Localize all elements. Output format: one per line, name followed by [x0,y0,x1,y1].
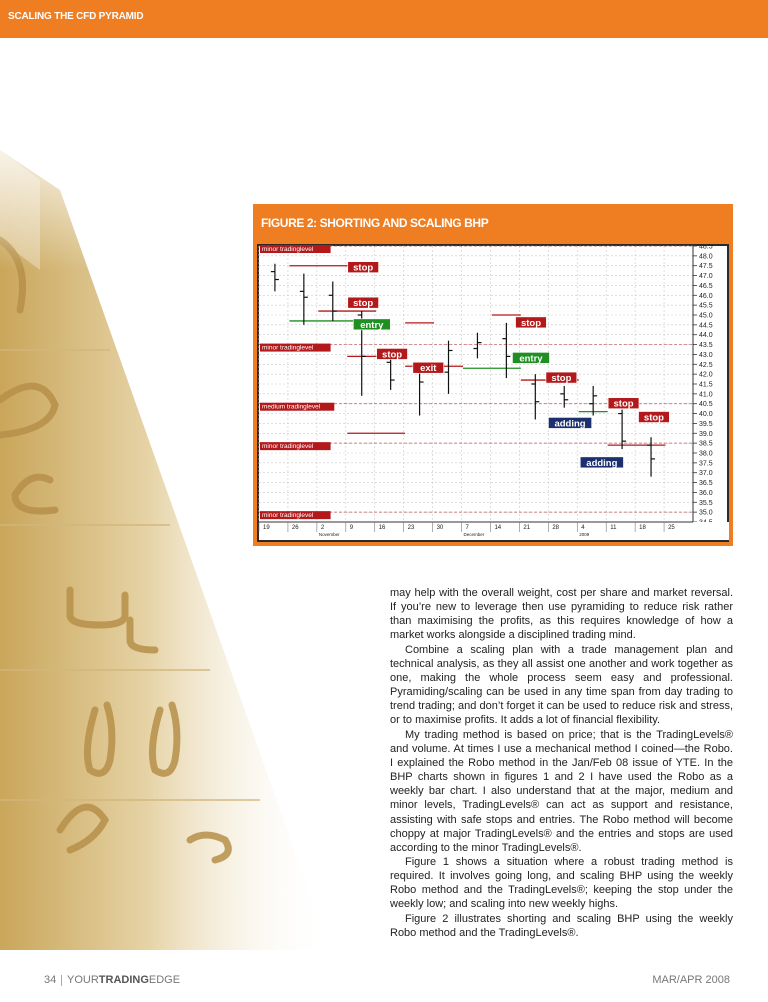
magazine-name [67,974,180,986]
running-head: SCALING THE CFD PYRAMID [8,11,144,22]
y-tick-label: 38.5 [699,440,713,448]
trading-level-label: minor tradinglevel [262,443,314,451]
y-tick-label: 47.0 [699,273,713,281]
y-tick-label: 37.0 [699,470,713,478]
chart-frame [257,244,729,542]
x-tick-label: 4 [581,525,585,531]
issue-date: MAR/APR 2008 [652,974,730,986]
page-number: 34 [44,974,57,986]
x-tick-label: 9 [349,525,354,531]
y-tick-label: 48.0 [699,253,713,261]
stop-tag-label: exit [420,363,437,375]
y-tick-label: 47.5 [699,263,713,271]
y-tick-label: 44.0 [699,332,713,340]
y-tick-label: 43.0 [699,351,713,359]
y-tick-label: 38.0 [699,450,713,458]
bhp-weekly-bar-chart [257,244,729,542]
y-tick-label: 36.5 [699,480,713,488]
y-tick-label: 45.5 [699,302,713,310]
footer-divider [61,975,62,986]
stop-tag-label: stop [643,412,664,424]
y-tick-label: 40.5 [699,401,713,409]
stop-tag-label: stop [613,398,634,410]
x-tick-label: 16 [378,525,386,531]
y-tick-label: 41.0 [699,391,713,399]
trading-level-label: minor tradinglevel [262,246,314,253]
trading-level-label: minor tradinglevel [262,512,314,520]
stop-tag-label: stop [353,298,374,310]
stop-tag-label: stop [520,317,542,329]
entry-tag-label: entry [519,353,543,365]
adding-tag-label: adding [554,418,586,430]
article-paragraph: may help with the overall weight, cost per share and market reversal. If you’re new to leverage then use pyramiding to reduce risk rather than maximising the profits, as this requires knowledge of how a market works alongside a disciplined trading mind. [390,587,733,642]
y-tick-label: 35.0 [699,509,713,517]
x-month-label: November [318,532,340,537]
stop-tag-label: stop [353,262,374,274]
article-paragraph: Figure 1 shows a situation where a robust trading method is required. It involves going long, and scaling BHP using the weekly Robo method and the TradingLevels®; keeping the stop under the weekly low; and scaling into new weekly highs. [390,855,733,911]
stop-tag-label: stop [382,349,403,361]
y-tick-label: 43.5 [699,342,713,350]
trading-level-label: minor tradinglevel [262,344,314,352]
y-tick-label: 37.5 [699,460,713,468]
x-tick-label: 23 [407,525,415,531]
stop-tag-label: stop [551,373,572,385]
x-tick-label: 30 [436,525,444,531]
x-tick-label: 28 [552,525,560,531]
x-tick-label: 18 [639,525,646,531]
trading-level-label: medium tradinglevel [262,403,321,411]
y-tick-label: 44.5 [699,322,713,330]
y-tick-label: 40.0 [699,411,713,419]
y-tick-label: 45.0 [699,312,713,320]
y-tick-label: 48.5 [699,244,713,251]
x-tick-label: 11 [610,525,617,531]
y-tick-label: 46.0 [699,292,713,300]
y-tick-label: 42.5 [699,361,713,369]
x-tick-label: 2 [320,525,325,531]
y-tick-label: 35.5 [699,499,713,507]
y-tick-label: 39.5 [699,420,713,428]
figure-2 [253,204,733,546]
magazine-name-bold: TRADING [98,974,149,986]
article-paragraph: Figure 2 illustrates shorting and scaling BHP using the weekly Robo method and the TradingLevels®. [390,912,733,939]
header-bar [0,0,768,38]
y-tick-label: 46.5 [699,282,713,290]
x-tick-label: 25 [668,525,675,531]
article-paragraph: My trading method is based on price; that is the TradingLevels® and volume. At times I use a mechanical method I coined—the Robo. I explained the Robo method in the Jan/Feb 08 issue of YTE. In the BHP charts shown in figures 1 and 2 I have used the Robo as a weekly bar chart. I also understand that at the major, medium and minor levels, TradingLevels® can act as support and resistance, assisting with safe stops and entries. The Robo method will become choppy at major TradingLevels® and the entries and stops are used according to the minor TradingLevels®. [390,728,733,854]
x-tick-label: 7 [465,525,469,531]
magazine-name-suffix: EDGE [148,974,181,986]
article-paragraph: Combine a scaling plan with a trade management plan and technical analysis, as they all assist one another and work together as one, making the whole process seem easy and professional. Pyramiding/scaling can be used in any time span from day trading to trend trading; and don’t forget it can be used to reduce risk and stress, or to maximise profits. It adds a lot of financial flexibility. [390,643,733,727]
x-tick-label: 26 [291,525,299,531]
x-tick-label: 19 [263,525,270,531]
y-tick-label: 41.5 [699,381,713,389]
magazine-name-prefix: YOUR [67,974,99,986]
x-month-label: December [463,532,485,537]
y-tick-label: 42.0 [699,371,713,379]
entry-tag-label: entry [360,319,384,331]
y-tick-label: 36.0 [699,489,713,497]
y-tick-label: 39.0 [699,430,713,438]
figure-caption: FIGURE 2: SHORTING AND SCALING BHP [261,216,489,230]
article-body [390,586,733,940]
x-tick-label: 21 [523,525,531,531]
page-footer [0,974,768,990]
x-tick-label: 14 [494,525,502,531]
adding-tag-label: adding [586,457,618,469]
x-month-label: 2009 [579,532,590,537]
